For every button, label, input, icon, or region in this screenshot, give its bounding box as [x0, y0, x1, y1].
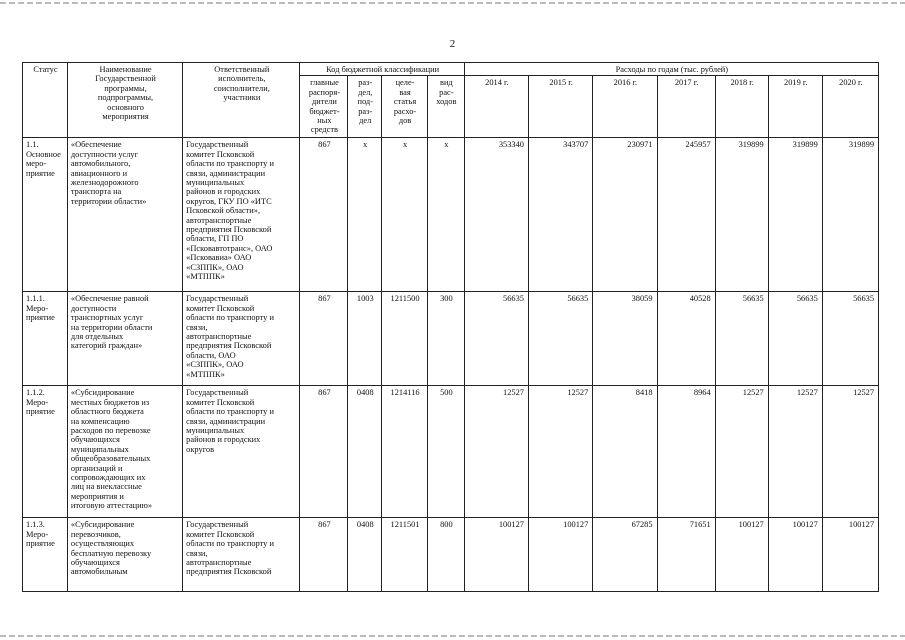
row-code-grbs: 867 [300, 292, 348, 386]
header-name: Наименование Государственной программы, подпрограммы, основного мероприятия [67, 63, 182, 138]
row-value-2018: 100127 [715, 518, 768, 592]
row-status: 1.1.1. Меро- приятие [23, 292, 68, 386]
header-code-grbs: главные распоря- дители бюджет- ных средств [300, 76, 348, 138]
row-code-grbs: 867 [300, 518, 348, 592]
row-value-2017: 40528 [657, 292, 715, 386]
row-value-2015: 56635 [528, 292, 592, 386]
header-year-2018: 2018 г. [715, 76, 768, 138]
row-name: «Обеспечение доступности услуг автомобильного, авиационного и железнодорожного транспорта на территории области» [67, 138, 182, 292]
row-value-2018: 12527 [715, 386, 768, 518]
header-year-2017: 2017 г. [657, 76, 715, 138]
scan-edge-bottom [0, 635, 905, 637]
row-responsible: Государственный комитет Псковской области по транспорту и связи, автотранспортные предприятия Псковской области, ОАО «СЗППК», ОАО «МТППК» [183, 292, 300, 386]
row-value-2019: 100127 [768, 518, 822, 592]
row-code-article: 1214116 [382, 386, 428, 518]
row-value-2018: 319899 [715, 138, 768, 292]
table-row [23, 518, 879, 592]
row-value-2017: 245957 [657, 138, 715, 292]
row-value-2014: 100127 [464, 518, 528, 592]
row-code-article: 1211501 [382, 518, 428, 592]
row-value-2019: 12527 [768, 386, 822, 518]
row-code-article: х [382, 138, 428, 292]
row-value-2017: 71651 [657, 518, 715, 592]
row-code-type: 300 [427, 292, 464, 386]
header-responsible: Ответственный исполнитель, соисполнители, участники [183, 63, 300, 138]
row-value-2015: 12527 [528, 386, 592, 518]
row-code-type: 800 [427, 518, 464, 592]
row-value-2016: 67285 [593, 518, 657, 592]
header-row-1 [23, 63, 879, 76]
row-name: «Обеспечение равной доступности транспортных услуг на территории области для отдельных категорий граждан» [67, 292, 182, 386]
row-value-2020: 56635 [822, 292, 878, 386]
row-value-2016: 230971 [593, 138, 657, 292]
row-value-2015: 100127 [528, 518, 592, 592]
row-code-grbs: 867 [300, 138, 348, 292]
header-year-2019: 2019 г. [768, 76, 822, 138]
budget-table [22, 62, 879, 592]
row-value-2019: 56635 [768, 292, 822, 386]
row-code-section: х [348, 138, 382, 292]
scan-edge-top [0, 2, 905, 4]
header-status: Статус [23, 63, 68, 138]
row-responsible: Государственный комитет Псковской области по транспорту и связи, администрации муниципальных районов и городских округов [183, 386, 300, 518]
row-code-grbs: 867 [300, 386, 348, 518]
row-status: 1.1.2. Меро- приятие [23, 386, 68, 518]
table-row [23, 138, 879, 292]
row-code-section: 0408 [348, 518, 382, 592]
row-value-2020: 100127 [822, 518, 878, 592]
row-name: «Субсидирование местных бюджетов из областного бюджета на компенсацию расходов по перевозке обучающихся муниципальных общеобразовательных организаций и сопровождающих их лиц на внеклассные мероприятия и итоговую аттестацию» [67, 386, 182, 518]
row-value-2014: 12527 [464, 386, 528, 518]
header-budget-code: Код бюджетной классификации [300, 63, 464, 76]
header-code-type: вид рас- ходов [427, 76, 464, 138]
row-code-section: 1003 [348, 292, 382, 386]
row-value-2014: 353340 [464, 138, 528, 292]
row-responsible: Государственный комитет Псковской области по транспорту и связи, администрации муниципальных районов и городских округов, ГКУ ПО «ИТС Псковской области», автотранспортные предприятия Псковской области, ГП ПО «Псковавтотранс», ОАО «Псковавиа» ОАО «СЗППК», ОАО «МТППК» [183, 138, 300, 292]
header-year-2014: 2014 г. [464, 76, 528, 138]
table-row [23, 292, 879, 386]
row-value-2016: 8418 [593, 386, 657, 518]
row-code-type: 500 [427, 386, 464, 518]
row-value-2017: 8964 [657, 386, 715, 518]
row-status: 1.1.3. Меро- приятие [23, 518, 68, 592]
row-name: «Субсидирование перевозчиков, осуществляющих бесплатную перевозку обучающихся автомобильным [67, 518, 182, 592]
row-value-2016: 38059 [593, 292, 657, 386]
row-value-2015: 343707 [528, 138, 592, 292]
header-year-2016: 2016 г. [593, 76, 657, 138]
row-value-2020: 12527 [822, 386, 878, 518]
row-responsible: Государственный комитет Псковской области по транспорту и связи, автотранспортные предприятия Псковской [183, 518, 300, 592]
row-code-article: 1211500 [382, 292, 428, 386]
header-year-2015: 2015 г. [528, 76, 592, 138]
header-code-article: целе- вая статья расхо- дов [382, 76, 428, 138]
row-value-2018: 56635 [715, 292, 768, 386]
row-code-section: 0408 [348, 386, 382, 518]
header-year-2020: 2020 г. [822, 76, 878, 138]
row-value-2020: 319899 [822, 138, 878, 292]
header-expenses: Расходы по годам (тыс. рублей) [464, 63, 878, 76]
row-code-type: х [427, 138, 464, 292]
table-row [23, 386, 879, 518]
row-value-2014: 56635 [464, 292, 528, 386]
page-number: 2 [449, 38, 456, 50]
header-code-section: раз- дел, под- раз- дел [348, 76, 382, 138]
row-value-2019: 319899 [768, 138, 822, 292]
row-status: 1.1. Основное меро- приятие [23, 138, 68, 292]
